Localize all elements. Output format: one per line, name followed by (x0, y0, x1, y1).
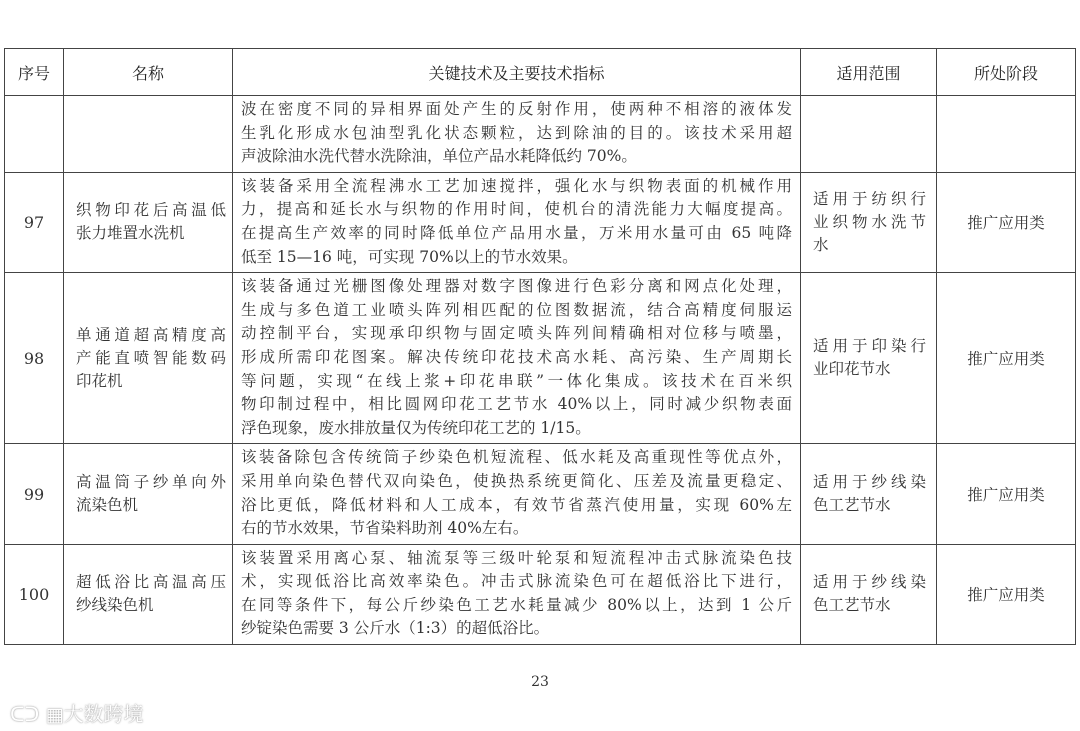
technology-table (4, 48, 1076, 645)
scope-line: 色工艺节水 (813, 596, 891, 615)
row-description (233, 273, 801, 444)
row-name (64, 96, 233, 173)
description-line: 在提高生产效率的同时降低单位产品用水量，万米用水量可由 65 吨降 (241, 223, 792, 242)
page-number: 23 (531, 674, 549, 690)
description-line: 声波除油水洗代替水洗除油，单位产品水耗降低约 70%。 (241, 147, 637, 166)
name-line: 张力堆置水洗机 (76, 224, 185, 243)
header-scope: 适用范围 (801, 49, 937, 96)
description-line: 生成与多色道工业喷头阵列相匹配的位图数据流，结合高精度伺服运 (241, 300, 792, 319)
scope-line: 业织物水洗节 (813, 212, 926, 231)
row-name (64, 544, 233, 644)
scope-line: 适用于纱线染 (813, 473, 926, 491)
description-line: 右的节水效果，节省染料助剂 40%左右。 (241, 519, 529, 538)
description-line: 等问题，实现“在线上浆+印花串联”一体化集成。该技术在百米织 (241, 371, 792, 390)
scope-line: 适用于纱线染 (813, 573, 926, 592)
row-scope (801, 444, 937, 544)
row-stage (937, 96, 1076, 173)
header-key-tech: 关键技术及主要技术指标 (233, 49, 801, 96)
row-stage: 推广应用类 (937, 273, 1076, 444)
row-description (233, 172, 801, 272)
scope-line: 适用于纺织行 (813, 189, 926, 208)
description-line: 术，实现低浴比高效率染色。冲击式脉流染色可在超低浴比下进行， (241, 572, 792, 591)
header-name: 名称 (64, 49, 233, 96)
row-scope (801, 273, 937, 444)
table-row (5, 96, 1076, 173)
name-line: 单通道超高精度高 (76, 325, 226, 344)
row-scope (801, 96, 937, 173)
description-line: 形成所需印花图案。解决传统印花技术高水耗、高污染、生产周期长 (241, 347, 792, 366)
description-line: 波在密度不同的异相界面处产生的反射作用，使两种不相溶的液体发 (241, 100, 792, 118)
row-number (5, 96, 64, 173)
row-description (233, 544, 801, 644)
row-number: 99 (5, 444, 64, 544)
description-line: 采用单向染色替代双向染色，使换热系统更简化、压差及流量更稳定、 (241, 471, 792, 490)
description-line: 纱锭染色需要 3 公斤水（1:3）的超低浴比。 (241, 619, 550, 638)
row-scope (801, 172, 937, 272)
row-number: 100 (5, 544, 64, 644)
description-line: 力，提高和延长水与织物的作用时间，使机台的清洗能力大幅度提高。 (241, 200, 792, 219)
name-line: 超低浴比高温高压 (76, 573, 226, 592)
header-stage: 所处阶段 (937, 49, 1076, 96)
description-line: 浴比更低，降低材料和人工成本，有效节省蒸汽使用量，实现 60%左 (241, 495, 792, 514)
scope-line: 业印花节水 (813, 360, 891, 379)
row-name (64, 444, 233, 544)
description-line: 该装备采用全流程沸水工艺加速搅拌，强化水与织物表面的机械作用 (241, 176, 792, 195)
name-line: 高温筒子纱单向外 (76, 473, 226, 491)
scope-line: 色工艺节水 (813, 496, 891, 514)
row-number: 98 (5, 273, 64, 444)
row-stage: 推广应用类 (937, 544, 1076, 644)
description-line: 物印制过程中，相比圆网印花工艺节水 40%以上，同时减少织物表面 (241, 395, 792, 414)
table-header-row (5, 49, 1076, 96)
table-row (5, 273, 1076, 444)
row-description (233, 96, 801, 173)
row-name (64, 273, 233, 444)
table-row (5, 444, 1076, 544)
watermark-text: 大数跨境 (63, 702, 144, 726)
table-row (5, 544, 1076, 644)
row-scope (801, 544, 937, 644)
header-number: 序号 (5, 49, 64, 96)
description-line: 该装置采用离心泵、轴流泵等三级叶轮泵和短流程冲击式脉流染色技 (241, 548, 792, 567)
description-line: 该装备除包含传统筒子纱染色机短流程、低水耗及高重现性等优点外， (241, 448, 792, 467)
name-line: 印花机 (76, 371, 123, 390)
description-line: 低至 15—16 吨，可实现 70%以上的节水效果。 (241, 247, 578, 266)
name-line: 流染色机 (76, 496, 139, 514)
watermark-logo: ᑕᑐ ⁠▦大数跨境 (10, 702, 144, 726)
name-line: 纱线染色机 (76, 596, 154, 615)
description-line: 该装备通过光栅图像处理器对数字图像进行色彩分离和网点化处理， (241, 277, 792, 296)
description-line: 浮色现象，废水排放量仅为传统印花工艺的 1/15。 (241, 418, 591, 437)
scope-line: 水 (813, 235, 829, 254)
row-number: 97 (5, 172, 64, 272)
description-line: 动控制平台，实现承印织物与固定喷头阵列间精确相对位移与喷墨， (241, 324, 792, 343)
name-line: 产能直喷智能数码 (76, 348, 226, 367)
row-stage: 推广应用类 (937, 444, 1076, 544)
table-row (5, 172, 1076, 272)
scope-line: 适用于印染行 (813, 337, 926, 356)
description-line: 生乳化形成水包油型乳化状态颗粒，达到除油的目的。该技术采用超 (241, 123, 792, 142)
name-line: 织物印花后高温低 (76, 201, 226, 220)
row-stage: 推广应用类 (937, 172, 1076, 272)
row-name (64, 172, 233, 272)
row-description (233, 444, 801, 544)
description-line: 在同等条件下，每公斤纱染色工艺水耗量减少 80%以上，达到 1 公斤 (241, 595, 792, 614)
